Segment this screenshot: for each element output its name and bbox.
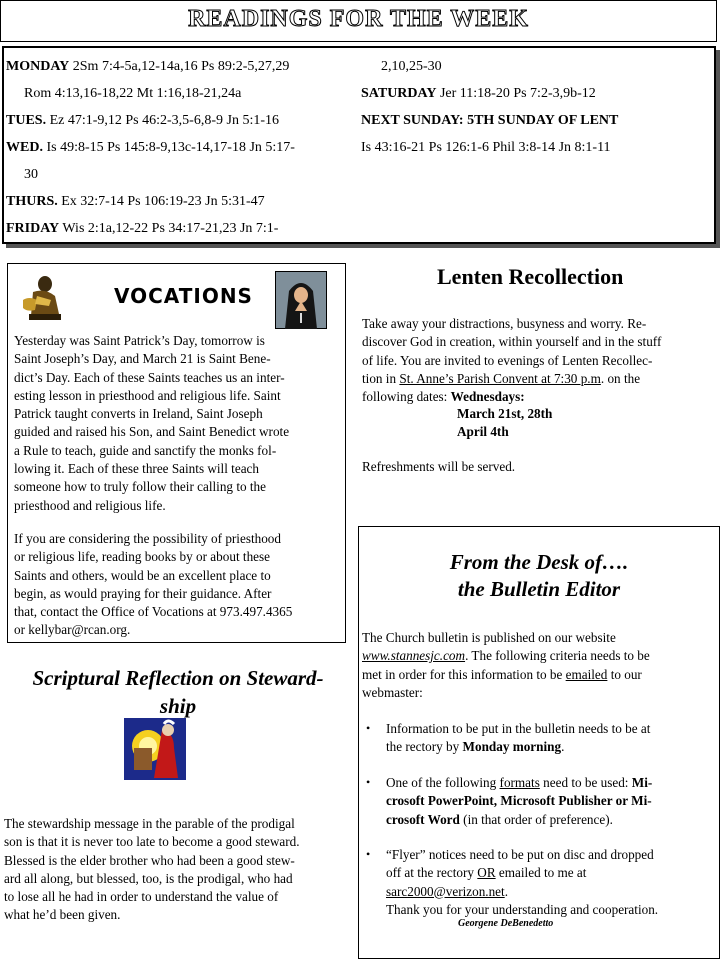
editor-email-link[interactable]: sarc2000@verizon.net xyxy=(386,883,505,899)
bulletin-intro: The Church bulletin is published on our website www.stannesjc.com. The following criteria needs to be met in order for this information to be emailed to our webmaster: xyxy=(362,630,650,700)
reading-friday: FRIDAY Wis 2:1a,12-22 Ps 34:17-21,23 Jn 7:1- xyxy=(6,221,279,236)
bullet-icon: • xyxy=(366,721,371,735)
bulletin-criteria-1: Information to be put in the bulletin needs to be at the rectory by Monday morning. xyxy=(386,721,651,755)
bulletin-criteria-3: “Flyer” notices need to be put on disc and dropped off at the rectory OR emailed to me at sarc2000@verizon.net. Thank you for your understanding and cooperation. xyxy=(386,847,659,917)
page-title: READINGS FOR THE WEEK xyxy=(188,6,529,32)
website-link[interactable]: www.stannesjc.com xyxy=(362,648,466,664)
reading-monday: MONDAY 2Sm 7:4-5a,12-14a,16 Ps 89:2-5,27,29 xyxy=(6,59,290,74)
vocations-title: VOCATIONS xyxy=(114,284,253,308)
kneeling-figure-icon xyxy=(15,270,65,322)
prodigal-son-icon xyxy=(124,718,186,780)
reading-thurs: THURS. Ex 32:7-14 Ps 106:19-23 Jn 5:31-47 xyxy=(6,194,265,209)
reading-wed: WED. Is 49:8-15 Ps 145:8-9,13c-14,17-18 Jn 5:17- xyxy=(6,140,295,155)
vocations-paragraph-2: If you are considering the possibility of priesthood or religious life, reading books by or about these Saints and others, would be an excellent place to begin, as would praying for their guidance. After that, contact the Office of Vocations at 973.497.4365 or kellybar@rcan.org. xyxy=(14,531,293,638)
lenten-title: Lenten Recollection xyxy=(437,264,624,289)
vocations-paragraph-1: Yesterday was Saint Patrick’s Day, tomorrow is Saint Joseph’s Day, and March 21 is Saint Bene- dict’s Day. Each of these Saints teaches us an inter- esting lesson in priesthood and religious life. Saint Patrick taught converts in Ireland, Saint Joseph guided and raised his Son, and Saint Benedict wrote a Rule to teach, guide and sanctify the monks fol- lowing it. Each of these three Saints will teach someone how to truly follow their calling to the priesthood and religious life. xyxy=(14,333,290,513)
editor-signature: Georgene DeBenedetto xyxy=(458,918,554,929)
reading-tues: TUES. Ez 47:1-9,12 Ps 46:2-3,5-6,8-9 Jn 5:1-16 xyxy=(6,113,280,128)
lenten-refreshments: Refreshments will be served. xyxy=(362,459,516,474)
bulletin-editor-title: From the Desk of…. the Bulletin Editor xyxy=(449,550,629,601)
stewardship-body: The stewardship message in the parable of the prodigal son is that it is never too late to become a good steward. Blessed is the elder brother who had been a good stew- ard all along, but blessed, too, is the prodigal, who had to lose all he had in order to understand the value of what he’d been given. xyxy=(4,816,300,923)
lenten-body: Take away your distractions, busyness and worry. Re- discover God in creation, within yourself and in the stuff of life. You are invited to evenings of Lenten Recollec- tion in St. Anne’s Parish Convent at 7:30 p.m. on the following dates: Wednesdays: xyxy=(362,316,662,405)
praying-nun-icon xyxy=(275,271,327,329)
reading-next-sunday: NEXT SUNDAY: 5TH SUNDAY OF LENT xyxy=(361,113,619,128)
reading-next-sunday-text: Is 43:16-21 Ps 126:1-6 Phil 3:8-14 Jn 8:1-11 xyxy=(361,140,611,155)
stewardship-title: Scriptural Reflection on Steward- ship xyxy=(32,666,324,718)
convent-location: St. Anne’s Parish Convent at 7:30 p.m xyxy=(399,370,601,386)
reading-wed-cont: 30 xyxy=(24,167,38,182)
lenten-dates: March 21st, 28th April 4th xyxy=(457,406,553,440)
bulletin-criteria-2: One of the following formats need to be used: Mi- crosoft PowerPoint, Microsoft Publisher or Mi- crosoft Word (in that order of preference). xyxy=(386,775,653,827)
bullet-icon: • xyxy=(366,847,371,861)
bullet-icon: • xyxy=(366,775,371,789)
reading-monday-cont: Rom 4:13,16-18,22 Mt 1:16,18-21,24a xyxy=(24,86,242,101)
reading-saturday: SATURDAY Jer 11:18-20 Ps 7:2-3,9b-12 xyxy=(361,86,596,101)
reading-friday-cont: 2,10,25-30 xyxy=(381,59,442,74)
